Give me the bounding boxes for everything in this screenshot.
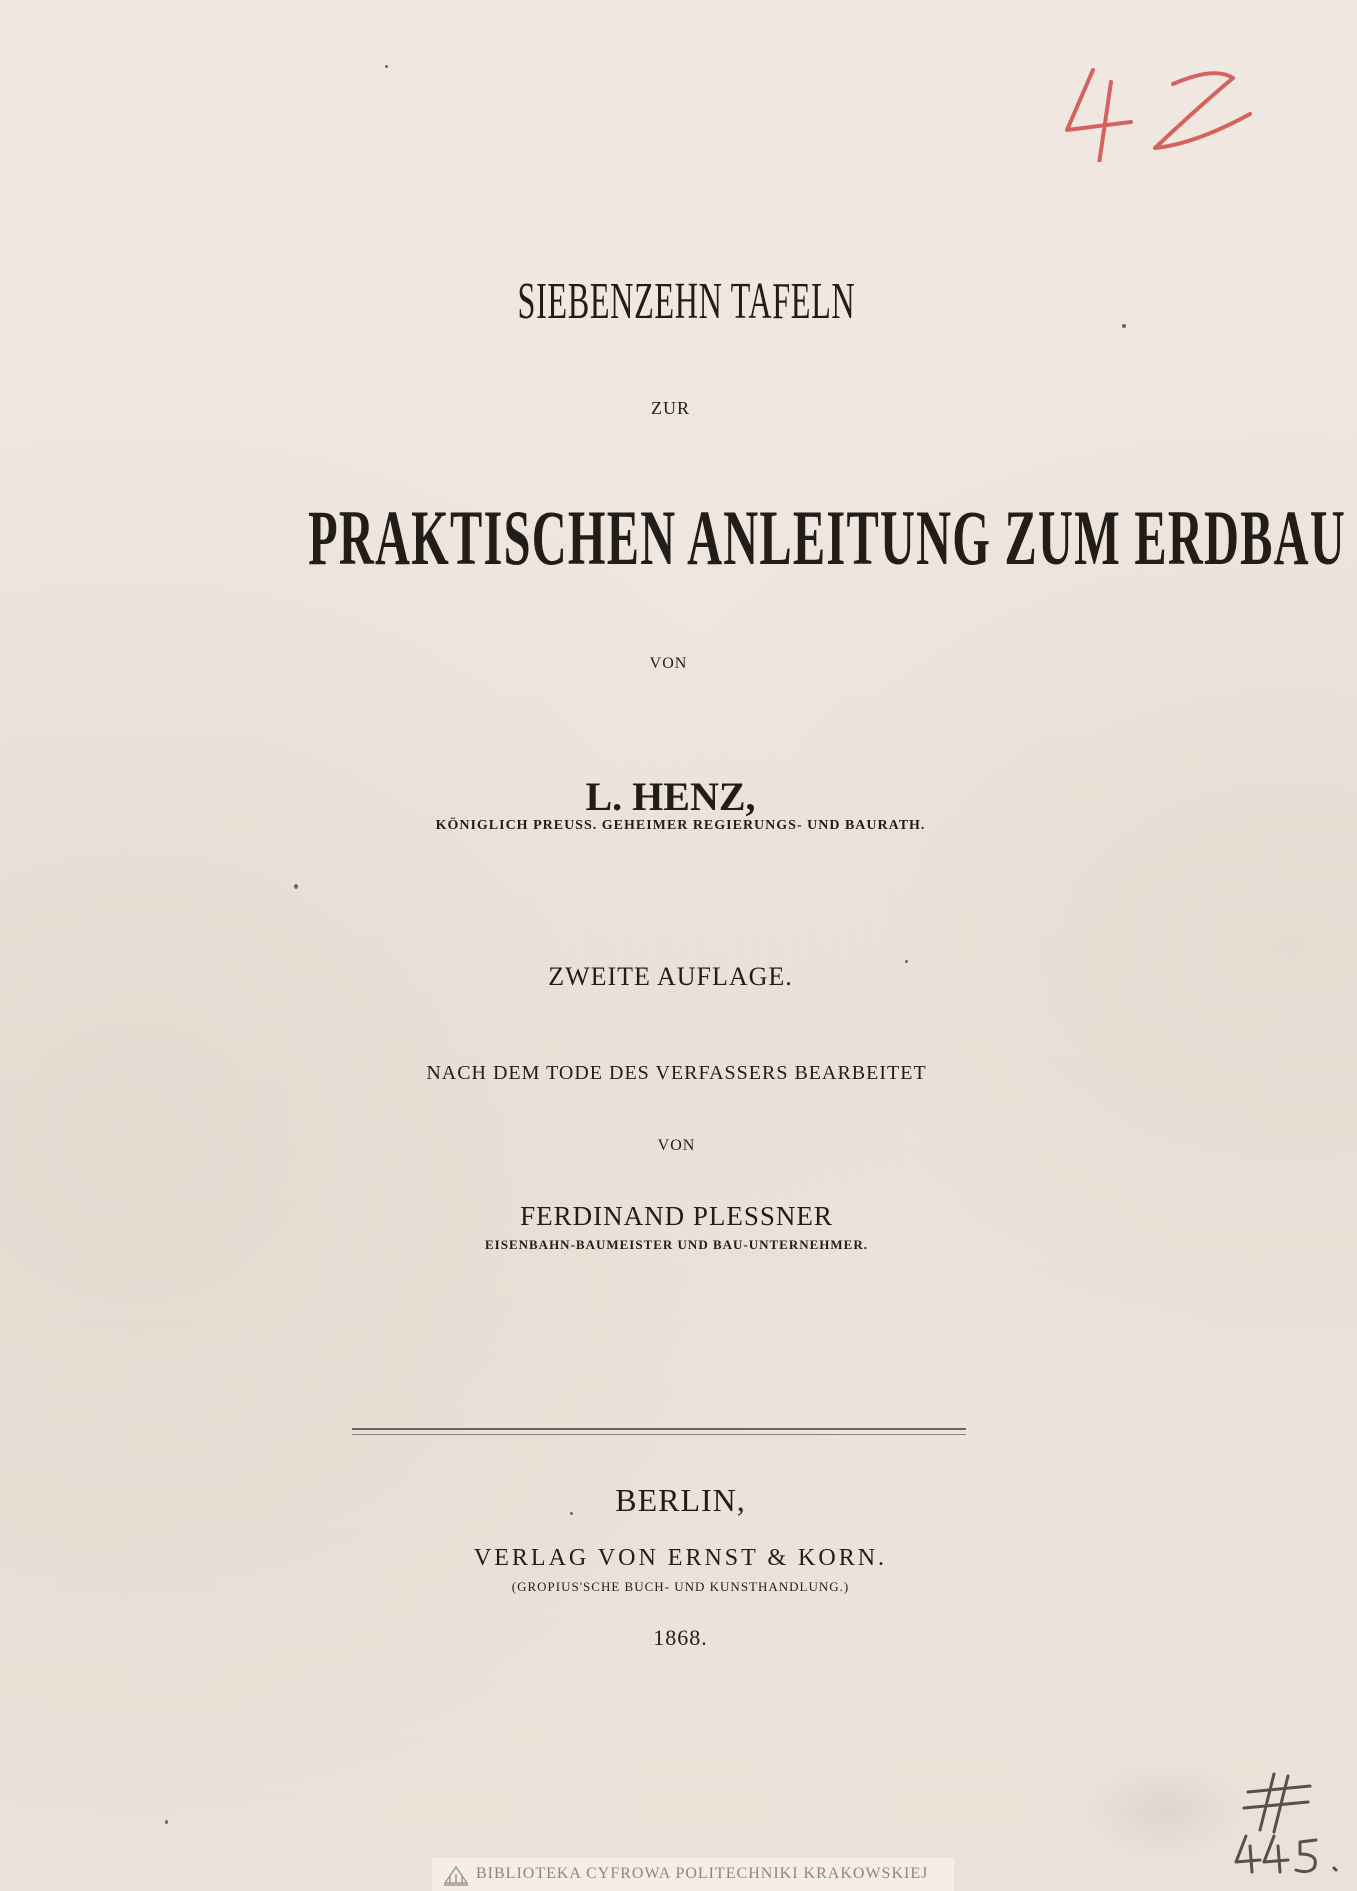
paper-speck [905,960,908,963]
main-title [0,493,1347,583]
revised-note: NACH DEM TODE DES VERFASSERS BEARBEITET [426,1062,927,1084]
library-logo-icon [442,1863,470,1887]
by-label-2: VON [657,1137,696,1154]
editor-name: FERDINAND PLESSNER [520,1201,833,1231]
library-footer [432,1858,954,1891]
paper-speck [570,1512,573,1515]
edition-label: ZWEITE AUFLAGE. [548,962,793,991]
book-title [8,272,1357,331]
publisher-name: VERLAG VON ERNST & KORN. [473,1545,888,1571]
paper-speck [165,1820,168,1824]
paper-stain [1085,1760,1245,1860]
author-name: L. HENZ, [585,774,756,819]
paper-speck [294,884,298,889]
footer-text: BIBLIOTEKA CYFROWA POLITECHNIKI KRAKOWSKIEJ [476,1865,929,1882]
publication-city: BERLIN, [615,1482,746,1518]
divider-rule [352,1428,966,1435]
handwritten-number-top-right [1045,52,1275,162]
title-connector: ZUR [651,398,690,418]
by-label: VON [649,655,688,672]
publisher-subtitle: (GROPIUS'SCHE BUCH- UND KUNSTHANDLUNG.) [511,1579,850,1594]
paper-speck [1122,324,1126,328]
paper-speck [385,65,388,68]
author-title: KÖNIGLICH PREUSS. GEHEIMER REGIERUNGS- UND BAURATH. [435,818,926,833]
handwritten-number-bottom-right [1230,1770,1350,1880]
book-title-text: SIEBENZEHN TAFELN [517,273,856,330]
publication-year: 1868. [653,1625,708,1650]
editor-title: EISENBAHN-BAUMEISTER UND BAU-UNTERNEHMER. [484,1237,868,1252]
main-title-text: PRAKTISCHEN ANLEITUNG ZUM ERDBAU [308,494,1346,581]
